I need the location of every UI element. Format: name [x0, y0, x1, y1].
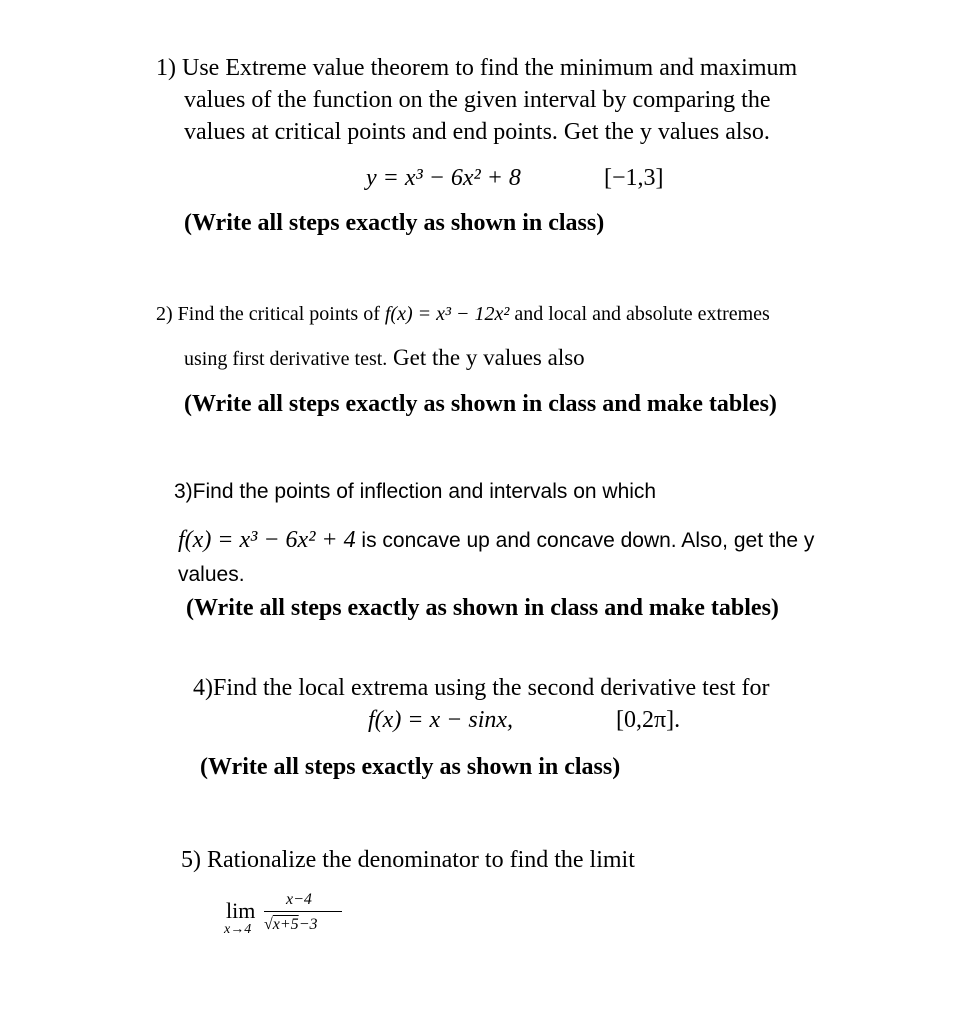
q4-equation: f(x) = x − sinx, — [368, 707, 514, 733]
limit-expression — [224, 891, 354, 944]
q2-line-2a: using first derivative test. — [184, 348, 388, 370]
q2-line-2b: Get the y values also — [387, 345, 585, 370]
q2-function: f(x) = x³ − 12x² — [384, 303, 510, 325]
q5-line-1: 5) Rationalize the denominator to find the limit — [181, 847, 635, 873]
q3-line-2 — [178, 527, 814, 554]
fraction-bar — [264, 911, 342, 912]
q4-interval: [0,2π]. — [616, 707, 681, 733]
lim-subscript: x→4 — [224, 922, 252, 937]
q1-interval: [−1,3] — [604, 165, 664, 191]
denominator-rest: −3 — [298, 916, 318, 933]
q2-note: (Write all steps exactly as shown in class and make tables) — [184, 391, 777, 417]
q2-suffix: and local and absolute extremes — [509, 303, 770, 325]
q1-line-1: 1) Use Extreme value theorem to find the minimum and maximum — [156, 55, 798, 81]
q3-line-3: values. — [178, 563, 245, 586]
q1-line-2: values of the function on the given interval by comparing the — [184, 87, 771, 113]
q4-note: (Write all steps exactly as shown in class) — [200, 754, 621, 780]
q1-equation: y = x³ − 6x² + 8 — [366, 165, 521, 191]
q3-note: (Write all steps exactly as shown in class and make tables) — [186, 595, 779, 621]
q2-line-2 — [184, 345, 585, 371]
fraction-denominator: √x+5−3 — [264, 916, 318, 933]
q4-line-1: 4)Find the local extrema using the second derivative test for — [193, 675, 770, 701]
lim-word: lim — [226, 898, 256, 923]
fraction-numerator: x−4 — [286, 891, 312, 908]
q3-line-2-suffix: is concave up and concave down. Also, get the y — [355, 529, 815, 552]
q3-function: f(x) = x³ − 6x² + 4 — [178, 527, 356, 553]
q3-line-1: 3)Find the points of inflection and intervals on which — [174, 480, 657, 503]
q1-line-3: values at critical points and end points. Get the y values also. — [184, 119, 770, 145]
q2-line-1 — [156, 303, 770, 326]
q1-note: (Write all steps exactly as shown in class) — [184, 210, 605, 236]
radicand: x+5 — [272, 916, 299, 933]
q2-prefix: 2) Find the critical points of — [156, 303, 385, 325]
